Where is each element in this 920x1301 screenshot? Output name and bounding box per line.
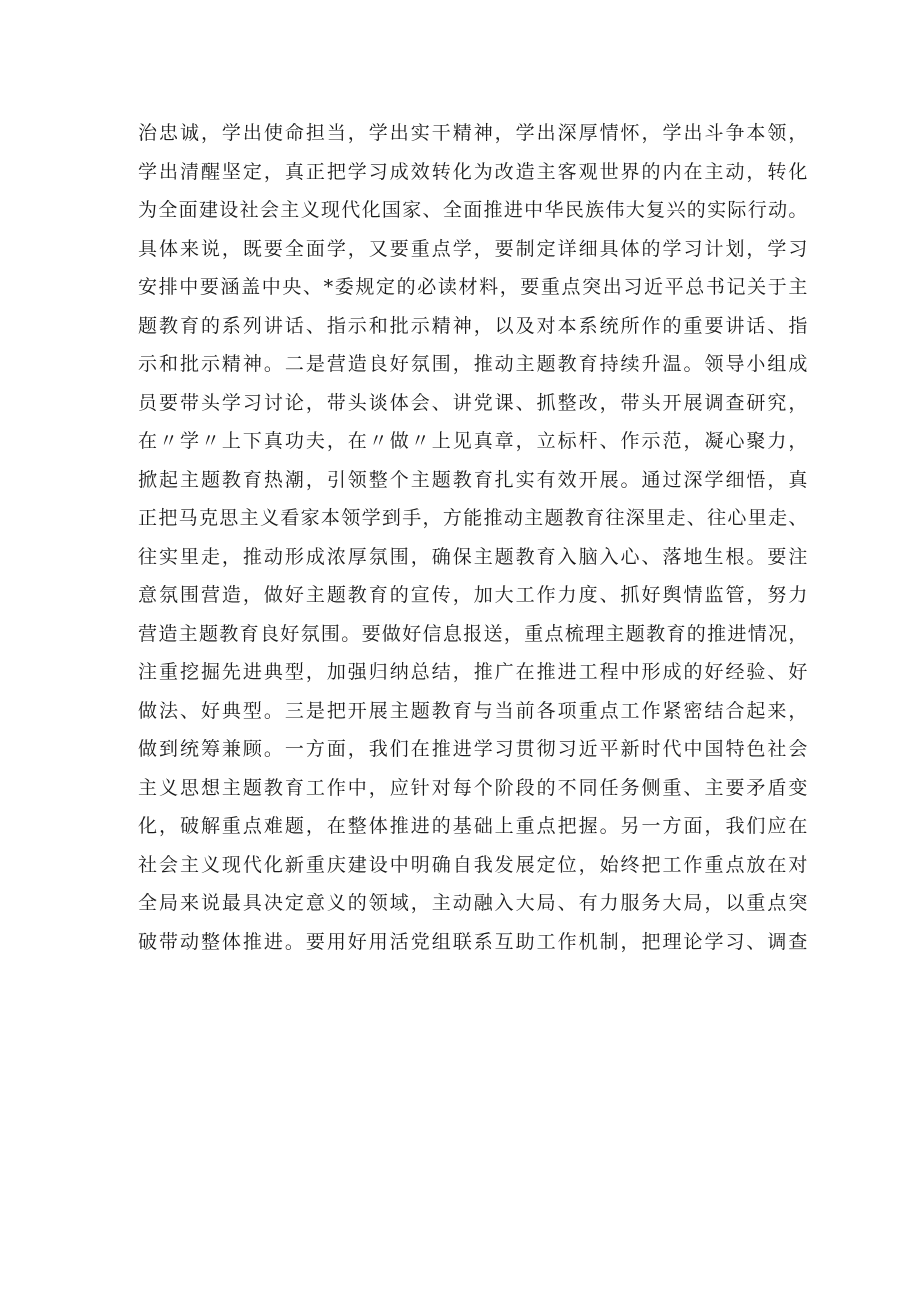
text-line: 为全面建设社会主义现代化国家、全面推进中华民族伟大复兴的实际行动。: [138, 199, 808, 221]
text-line: 往实里走，推动形成浓厚氛围，确保主题教育入脑入心、落地生根。要注: [138, 545, 808, 568]
text-line: 题教育的系列讲话、指示和批示精神，以及对本系统所作的重要讲话、指: [138, 314, 808, 337]
text-line: 学出清醒坚定，真正把学习成效转化为改造主客观世界的内在主动，转化: [138, 160, 808, 183]
text-line: 示和批示精神。二是营造良好氛围，推动主题教育持续升温。领导小组成: [138, 353, 808, 375]
text-line: 治忠诚，学出使命担当，学出实干精神，学出深厚情怀，学出斗争本领，: [138, 122, 808, 144]
text-line: 营造主题教育良好氛围。要做好信息报送，重点梳理主题教育的推进情况，: [138, 622, 808, 645]
text-line: 全局来说最具决定意义的领域，主动融入大局、有力服务大局，以重点突: [138, 892, 808, 914]
body-text: [138, 114, 808, 961]
text-line: 意氛围营造，做好主题教育的宣传，加大工作力度、抓好舆情监管，努力: [138, 584, 808, 606]
text-line: 注重挖掘先进典型，加强归纳总结，推广在推进工程中形成的好经验、好: [138, 661, 808, 683]
text-line: 安排中要涵盖中央、*委规定的必读材料，要重点突出习近平总书记关于主: [138, 276, 808, 298]
text-line: 员要带头学习讨论，带头谈体会、讲党课、抓整改，带头开展调查研究，: [138, 391, 808, 414]
text-line: 化，破解重点难题，在整体推进的基础上重点把握。另一方面，我们应在: [138, 815, 808, 837]
text-line: 做到统筹兼顾。一方面，我们在推进学习贯彻习近平新时代中国特色社会: [138, 738, 808, 760]
text-line: 主义思想主题教育工作中，应针对每个阶段的不同任务侧重、主要矛盾变: [138, 776, 808, 799]
text-line: 在〃学〃上下真功夫，在〃做〃上见真章，立标杆、作示范，凝心聚力，: [138, 430, 808, 452]
text-line: 破带动整体推进。要用好用活党组联系互助工作机制，把理论学习、调查: [138, 930, 808, 953]
text-line: 具体来说，既要全面学，又要重点学，要制定详细具体的学习计划，学习: [138, 237, 808, 260]
text-line: 正把马克思主义看家本领学到手，方能推动主题教育往深里走、往心里走、: [138, 507, 808, 529]
text-line: 做法、好典型。三是把开展主题教育与当前各项重点工作紧密结合起来，: [138, 699, 808, 722]
text-line: 掀起主题教育热潮，引领整个主题教育扎实有效开展。通过深学细悟，真: [138, 468, 808, 491]
text-line: 社会主义现代化新重庆建设中明确自我发展定位，始终把工作重点放在对: [138, 853, 808, 876]
